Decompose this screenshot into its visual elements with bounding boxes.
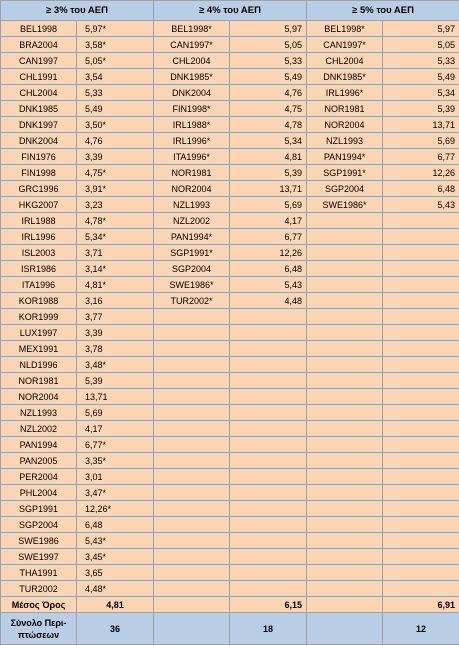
table-row	[1, 357, 459, 373]
value-cell-3pct: 4,48*	[77, 581, 154, 597]
code-cell-3pct: DNK1997	[1, 117, 77, 133]
code-cell-5pct: CHL2004	[307, 53, 383, 69]
value-cell-3pct: 5,33	[77, 85, 154, 101]
table-row	[1, 229, 459, 245]
code-cell-3pct: SGP2004	[1, 517, 77, 533]
value-cell-4pct	[230, 501, 307, 517]
code-cell-5pct	[307, 341, 383, 357]
mean-5pct: 6,91	[383, 597, 459, 613]
total-5pct: 12	[383, 613, 459, 645]
table-row	[1, 181, 459, 197]
header-4pct: ≥ 4% του ΑΕΠ	[154, 1, 307, 21]
code-cell-5pct: DNK1985*	[307, 69, 383, 85]
table-row	[1, 341, 459, 357]
code-cell-3pct: IRL1988	[1, 213, 77, 229]
value-cell-4pct: 5,97	[230, 21, 307, 37]
code-cell-5pct	[307, 277, 383, 293]
table-row	[1, 197, 459, 213]
code-cell-5pct	[307, 533, 383, 549]
code-cell-5pct	[307, 517, 383, 533]
value-cell-4pct: 6,48	[230, 261, 307, 277]
table-row	[1, 69, 459, 85]
total-empty-4	[154, 613, 230, 645]
code-cell-5pct	[307, 293, 383, 309]
value-cell-3pct: 3,78	[77, 341, 154, 357]
value-cell-3pct: 5,43*	[77, 533, 154, 549]
value-cell-5pct: 5,97	[383, 21, 459, 37]
code-cell-5pct	[307, 453, 383, 469]
value-cell-4pct	[230, 389, 307, 405]
code-cell-3pct: THA1991	[1, 565, 77, 581]
value-cell-5pct: 12,26	[383, 165, 459, 181]
value-cell-5pct	[383, 501, 459, 517]
code-cell-5pct: IRL1996*	[307, 85, 383, 101]
value-cell-4pct: 5,39	[230, 165, 307, 181]
code-cell-3pct: DNK2004	[1, 133, 77, 149]
code-cell-5pct	[307, 565, 383, 581]
table-row	[1, 373, 459, 389]
code-cell-5pct	[307, 373, 383, 389]
code-cell-5pct	[307, 325, 383, 341]
value-cell-3pct: 3,01	[77, 469, 154, 485]
code-cell-4pct: NZL1993	[154, 197, 230, 213]
table-row	[1, 485, 459, 501]
table-row	[1, 501, 459, 517]
value-cell-3pct: 3,91*	[77, 181, 154, 197]
code-cell-4pct: IRL1996*	[154, 133, 230, 149]
header-row	[1, 1, 459, 21]
table-row	[1, 469, 459, 485]
table-row	[1, 37, 459, 53]
code-cell-4pct	[154, 405, 230, 421]
code-cell-3pct: GRC1996	[1, 181, 77, 197]
value-cell-5pct	[383, 261, 459, 277]
value-cell-3pct: 4,81*	[77, 277, 154, 293]
value-cell-3pct: 3,47*	[77, 485, 154, 501]
table-row	[1, 277, 459, 293]
value-cell-4pct: 5,33	[230, 53, 307, 69]
value-cell-3pct: 3,23	[77, 197, 154, 213]
value-cell-5pct	[383, 293, 459, 309]
code-cell-5pct	[307, 549, 383, 565]
code-cell-3pct: IRL1996	[1, 229, 77, 245]
mean-row	[1, 597, 459, 613]
code-cell-5pct	[307, 469, 383, 485]
table-row	[1, 117, 459, 133]
code-cell-4pct	[154, 357, 230, 373]
code-cell-4pct: SWE1986*	[154, 277, 230, 293]
mean-3pct: 4,81	[77, 597, 154, 613]
value-cell-3pct: 3,50*	[77, 117, 154, 133]
code-cell-4pct: PAN1994*	[154, 229, 230, 245]
code-cell-5pct	[307, 309, 383, 325]
code-cell-5pct: SGP1991*	[307, 165, 383, 181]
code-cell-4pct	[154, 501, 230, 517]
value-cell-4pct	[230, 485, 307, 501]
code-cell-3pct: NLD1996	[1, 357, 77, 373]
code-cell-3pct: ISL2003	[1, 245, 77, 261]
value-cell-4pct: 4,48	[230, 293, 307, 309]
value-cell-5pct	[383, 229, 459, 245]
code-cell-4pct: NOR2004	[154, 181, 230, 197]
code-cell-5pct: NOR2004	[307, 117, 383, 133]
code-cell-3pct: NOR1981	[1, 373, 77, 389]
value-cell-5pct	[383, 469, 459, 485]
code-cell-3pct: KOR1988	[1, 293, 77, 309]
table-row	[1, 565, 459, 581]
value-cell-5pct	[383, 565, 459, 581]
table-row	[1, 21, 459, 37]
total-label: Σύνολο Περι-πτώσεων	[1, 613, 77, 645]
value-cell-4pct	[230, 581, 307, 597]
value-cell-4pct: 4,76	[230, 85, 307, 101]
code-cell-5pct	[307, 421, 383, 437]
value-cell-4pct	[230, 309, 307, 325]
value-cell-5pct	[383, 357, 459, 373]
code-cell-3pct: CAN1997	[1, 53, 77, 69]
value-cell-4pct	[230, 533, 307, 549]
value-cell-4pct: 4,81	[230, 149, 307, 165]
code-cell-4pct: CAN1997*	[154, 37, 230, 53]
code-cell-4pct	[154, 517, 230, 533]
value-cell-5pct	[383, 245, 459, 261]
value-cell-3pct: 3,39	[77, 149, 154, 165]
code-cell-4pct	[154, 469, 230, 485]
value-cell-3pct: 13,71	[77, 389, 154, 405]
code-cell-5pct: PAN1994*	[307, 149, 383, 165]
value-cell-4pct: 4,75	[230, 101, 307, 117]
mean-4pct: 6,15	[230, 597, 307, 613]
value-cell-5pct	[383, 213, 459, 229]
value-cell-4pct: 5,34	[230, 133, 307, 149]
value-cell-4pct	[230, 517, 307, 533]
value-cell-4pct	[230, 405, 307, 421]
code-cell-3pct: ISR1986	[1, 261, 77, 277]
code-cell-5pct: SGP2004	[307, 181, 383, 197]
value-cell-5pct: 6,48	[383, 181, 459, 197]
code-cell-3pct: HKG2007	[1, 197, 77, 213]
value-cell-4pct	[230, 421, 307, 437]
code-cell-4pct: DNK2004	[154, 85, 230, 101]
value-cell-5pct: 5,34	[383, 85, 459, 101]
value-cell-5pct	[383, 389, 459, 405]
value-cell-5pct	[383, 581, 459, 597]
value-cell-4pct: 5,69	[230, 197, 307, 213]
code-cell-3pct: SWE1986	[1, 533, 77, 549]
value-cell-3pct: 4,75*	[77, 165, 154, 181]
table-row	[1, 421, 459, 437]
code-cell-4pct	[154, 581, 230, 597]
value-cell-5pct: 5,39	[383, 101, 459, 117]
value-cell-5pct	[383, 325, 459, 341]
value-cell-5pct: 6,77	[383, 149, 459, 165]
value-cell-3pct: 3,77	[77, 309, 154, 325]
mean-empty-4	[154, 597, 230, 613]
value-cell-5pct: 13,71	[383, 117, 459, 133]
code-cell-5pct: NZL1993	[307, 133, 383, 149]
value-cell-3pct: 6,48	[77, 517, 154, 533]
value-cell-3pct: 5,34*	[77, 229, 154, 245]
value-cell-3pct: 4,76	[77, 133, 154, 149]
code-cell-3pct: KOR1999	[1, 309, 77, 325]
value-cell-5pct: 5,49	[383, 69, 459, 85]
code-cell-5pct	[307, 357, 383, 373]
table-row	[1, 389, 459, 405]
value-cell-4pct: 5,05	[230, 37, 307, 53]
table-row	[1, 149, 459, 165]
header-5pct: ≥ 5% του ΑΕΠ	[307, 1, 459, 21]
table-row	[1, 437, 459, 453]
table-row	[1, 517, 459, 533]
value-cell-5pct	[383, 533, 459, 549]
value-cell-3pct: 3,39	[77, 325, 154, 341]
value-cell-3pct: 5,39	[77, 373, 154, 389]
table-row	[1, 261, 459, 277]
value-cell-4pct: 6,77	[230, 229, 307, 245]
mean-label: Μέσος Όρος	[1, 597, 77, 613]
value-cell-3pct: 3,14*	[77, 261, 154, 277]
code-cell-4pct	[154, 421, 230, 437]
value-cell-5pct	[383, 341, 459, 357]
code-cell-3pct: BRA2004	[1, 37, 77, 53]
code-cell-5pct: NOR1981	[307, 101, 383, 117]
code-cell-3pct: CHL1991	[1, 69, 77, 85]
code-cell-3pct: DNK1985	[1, 101, 77, 117]
code-cell-4pct	[154, 437, 230, 453]
code-cell-5pct	[307, 213, 383, 229]
code-cell-4pct: NOR1981	[154, 165, 230, 181]
code-cell-5pct	[307, 389, 383, 405]
code-cell-3pct: CHL2004	[1, 85, 77, 101]
table-row	[1, 405, 459, 421]
value-cell-5pct	[383, 437, 459, 453]
table-row	[1, 165, 459, 181]
value-cell-4pct: 5,43	[230, 277, 307, 293]
code-cell-4pct	[154, 453, 230, 469]
code-cell-3pct: BEL1998	[1, 21, 77, 37]
value-cell-4pct	[230, 373, 307, 389]
table-row	[1, 213, 459, 229]
code-cell-4pct	[154, 389, 230, 405]
value-cell-3pct: 3,45*	[77, 549, 154, 565]
code-cell-4pct	[154, 373, 230, 389]
code-cell-3pct: FIN1976	[1, 149, 77, 165]
code-cell-3pct: ITA1996	[1, 277, 77, 293]
code-cell-3pct: NZL1993	[1, 405, 77, 421]
value-cell-3pct: 5,69	[77, 405, 154, 421]
code-cell-3pct: SWE1997	[1, 549, 77, 565]
code-cell-4pct: SGP2004	[154, 261, 230, 277]
code-cell-4pct	[154, 341, 230, 357]
value-cell-5pct: 5,69	[383, 133, 459, 149]
code-cell-4pct: FIN1998*	[154, 101, 230, 117]
value-cell-3pct: 6,77*	[77, 437, 154, 453]
table-row	[1, 549, 459, 565]
total-empty-5	[307, 613, 383, 645]
code-cell-5pct	[307, 229, 383, 245]
value-cell-3pct: 5,05*	[77, 53, 154, 69]
table-row	[1, 245, 459, 261]
table-row	[1, 53, 459, 69]
value-cell-3pct: 4,17	[77, 421, 154, 437]
code-cell-4pct	[154, 549, 230, 565]
code-cell-4pct	[154, 309, 230, 325]
code-cell-4pct	[154, 325, 230, 341]
table-row	[1, 133, 459, 149]
code-cell-5pct	[307, 581, 383, 597]
table-row	[1, 581, 459, 597]
value-cell-4pct	[230, 437, 307, 453]
code-cell-5pct	[307, 261, 383, 277]
value-cell-4pct: 13,71	[230, 181, 307, 197]
code-cell-4pct: ITA1996*	[154, 149, 230, 165]
code-cell-5pct	[307, 245, 383, 261]
value-cell-4pct	[230, 565, 307, 581]
value-cell-3pct: 4,78*	[77, 213, 154, 229]
value-cell-4pct	[230, 469, 307, 485]
code-cell-5pct: BEL1998*	[307, 21, 383, 37]
value-cell-4pct	[230, 341, 307, 357]
table-row	[1, 85, 459, 101]
code-cell-3pct: FIN1998	[1, 165, 77, 181]
code-cell-3pct: PAN1994	[1, 437, 77, 453]
value-cell-3pct: 3,35*	[77, 453, 154, 469]
code-cell-5pct: SWE1986*	[307, 197, 383, 213]
value-cell-5pct	[383, 277, 459, 293]
code-cell-4pct: CHL2004	[154, 53, 230, 69]
value-cell-5pct	[383, 453, 459, 469]
table-body	[1, 21, 459, 645]
total-row	[1, 613, 459, 645]
value-cell-5pct: 5,05	[383, 37, 459, 53]
code-cell-3pct: MEX1991	[1, 341, 77, 357]
code-cell-4pct: TUR2002*	[154, 293, 230, 309]
value-cell-5pct	[383, 549, 459, 565]
value-cell-5pct	[383, 373, 459, 389]
code-cell-5pct	[307, 485, 383, 501]
value-cell-5pct	[383, 421, 459, 437]
code-cell-5pct	[307, 437, 383, 453]
value-cell-3pct: 12,26*	[77, 501, 154, 517]
value-cell-3pct: 3,71	[77, 245, 154, 261]
value-cell-3pct: 3,65	[77, 565, 154, 581]
code-cell-5pct: CAN1997*	[307, 37, 383, 53]
value-cell-3pct: 5,97*	[77, 21, 154, 37]
code-cell-4pct: DNK1985*	[154, 69, 230, 85]
code-cell-3pct: PER2004	[1, 469, 77, 485]
table-row	[1, 293, 459, 309]
code-cell-3pct: PHL2004	[1, 485, 77, 501]
code-cell-4pct: NZL2002	[154, 213, 230, 229]
table-row	[1, 533, 459, 549]
header-3pct: ≥ 3% του ΑΕΠ	[1, 1, 154, 21]
code-cell-4pct: BEL1998*	[154, 21, 230, 37]
code-cell-4pct	[154, 533, 230, 549]
value-cell-4pct	[230, 453, 307, 469]
value-cell-4pct	[230, 357, 307, 373]
code-cell-4pct	[154, 565, 230, 581]
code-cell-4pct: IRL1988*	[154, 117, 230, 133]
value-cell-3pct: 3,58*	[77, 37, 154, 53]
value-cell-3pct: 3,54	[77, 69, 154, 85]
value-cell-3pct: 3,48*	[77, 357, 154, 373]
value-cell-5pct: 5,33	[383, 53, 459, 69]
code-cell-3pct: LUX1997	[1, 325, 77, 341]
table-row	[1, 101, 459, 117]
total-4pct: 18	[230, 613, 307, 645]
value-cell-4pct: 5,49	[230, 69, 307, 85]
value-cell-4pct: 12,26	[230, 245, 307, 261]
table-row	[1, 309, 459, 325]
code-cell-5pct	[307, 501, 383, 517]
code-cell-5pct	[307, 405, 383, 421]
table-row	[1, 325, 459, 341]
code-cell-4pct	[154, 485, 230, 501]
total-3pct: 36	[77, 613, 154, 645]
value-cell-5pct: 5,43	[383, 197, 459, 213]
code-cell-4pct: SGP1991*	[154, 245, 230, 261]
value-cell-5pct	[383, 309, 459, 325]
mean-empty-5	[307, 597, 383, 613]
code-cell-3pct: NOR2004	[1, 389, 77, 405]
value-cell-5pct	[383, 405, 459, 421]
value-cell-5pct	[383, 485, 459, 501]
code-cell-3pct: SGP1991	[1, 501, 77, 517]
code-cell-3pct: PAN2005	[1, 453, 77, 469]
table-row	[1, 453, 459, 469]
value-cell-3pct: 3,16	[77, 293, 154, 309]
code-cell-3pct: NZL2002	[1, 421, 77, 437]
value-cell-5pct	[383, 517, 459, 533]
value-cell-3pct: 5,49	[77, 101, 154, 117]
code-cell-3pct: TUR2002	[1, 581, 77, 597]
value-cell-4pct	[230, 549, 307, 565]
value-cell-4pct: 4,17	[230, 213, 307, 229]
value-cell-4pct	[230, 325, 307, 341]
value-cell-4pct: 4,78	[230, 117, 307, 133]
